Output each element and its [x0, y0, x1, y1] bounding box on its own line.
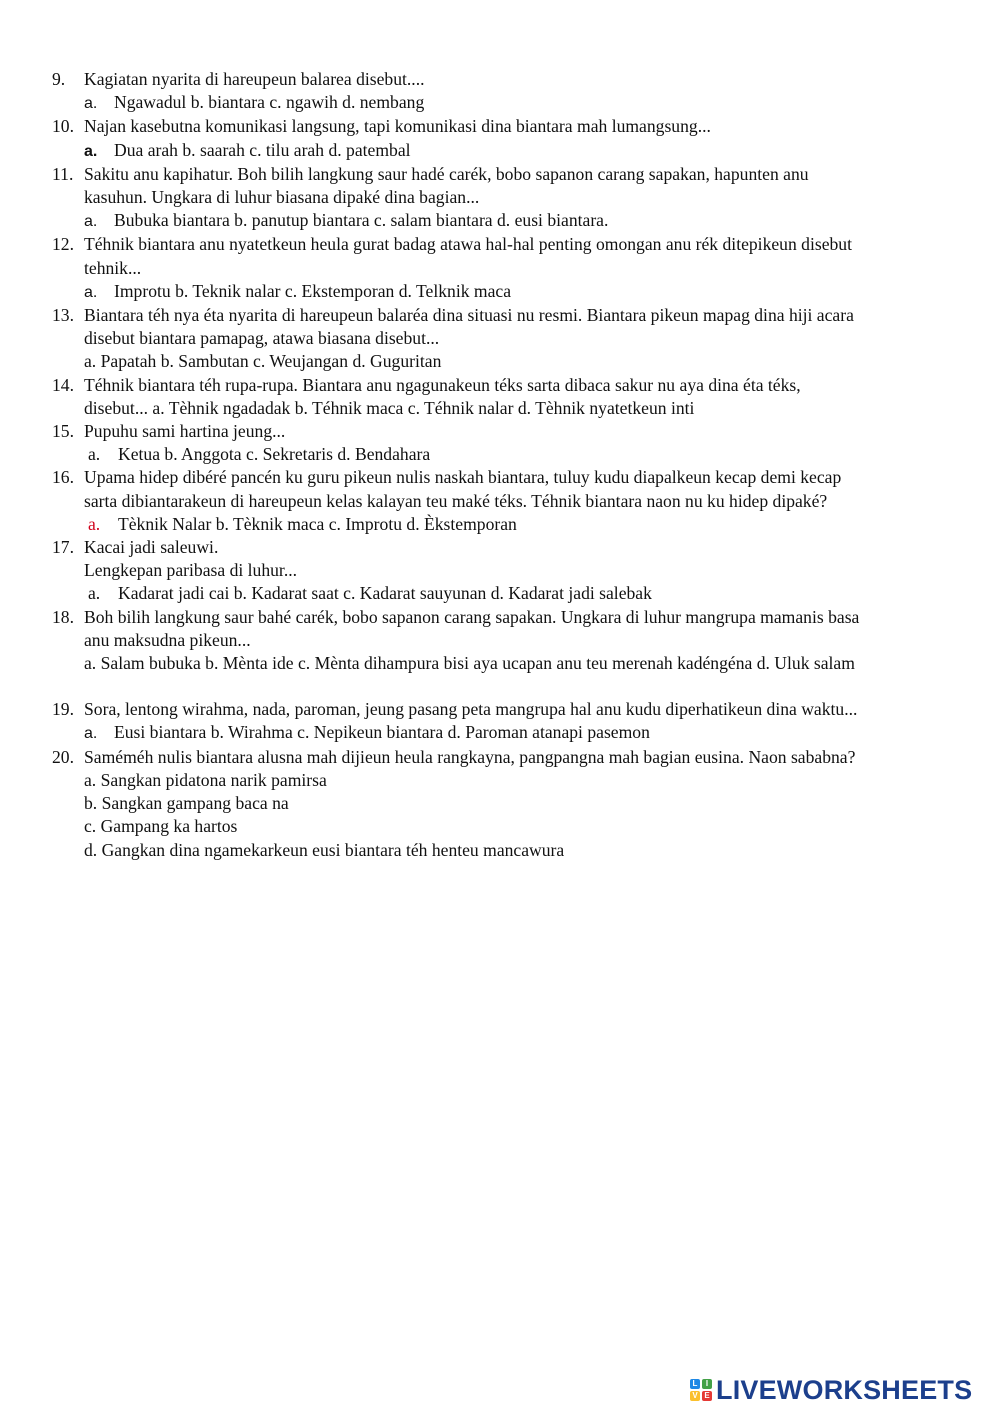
question-text: Sakitu anu kapihatur. Boh bilih langkung saur hadé carék, bobo sapanon carang sapakan, hapunten anu — [84, 163, 809, 184]
question-number: 13. — [52, 305, 74, 326]
option-text: Ketua b. Anggota c. Sekretaris d. Bendahara — [118, 444, 431, 465]
question-options — [84, 721, 982, 745]
question-options — [84, 280, 982, 304]
question-options — [84, 91, 982, 115]
question-19 — [52, 698, 982, 745]
logo-wordmark: LIVEWORKSHEETS — [716, 1374, 973, 1405]
question-text: anu maksudna pikeun... — [84, 629, 251, 650]
question-options — [84, 139, 982, 163]
question-text: Kacai jadi saleuwi. — [84, 537, 219, 558]
option-letter: a. — [84, 142, 98, 160]
option-a: a. Sangkan pidatona narik pamirsa — [84, 769, 327, 790]
option-text: Eusi biantara b. Wirahma c. Nepikeun biantara d. Paroman atanapi pasemon — [114, 722, 650, 743]
question-text: disebut... a. Tèhnik ngadadak b. Téhnik maca c. Téhnik nalar d. Tèhnik nyatetkeun inti — [84, 397, 695, 418]
option-b: b. Sangkan gampang baca na — [84, 793, 289, 814]
logo-mark-icon — [690, 1379, 712, 1401]
question-number: 19. — [52, 699, 74, 720]
question-text: Lengkepan paribasa di luhur... — [84, 560, 298, 581]
question-text: Kagiatan nyarita di hareupeun balarea disebut.... — [84, 69, 425, 89]
question-number: 10. — [52, 116, 74, 137]
question-text: disebut biantara pamapag, atawa biasana disebut... — [84, 328, 440, 349]
option-letter: a. — [88, 583, 101, 604]
option-text: Ngawadul b. biantara c. ngawih d. nembang — [114, 92, 425, 113]
question-options — [84, 513, 982, 536]
question-text: sarta dibiantarakeun di hareupeun kelas kalayan teu maké téks. Téhnik biantara naon nu ku hidep dipaké? — [84, 490, 828, 511]
option-text: Tèknik Nalar b. Tèknik maca c. Improtu d. Èkstemporan — [118, 513, 517, 534]
option-text: Improtu b. Teknik nalar c. Ekstemporan d. Telknik maca — [114, 280, 512, 301]
question-13 — [52, 304, 982, 374]
question-number: 18. — [52, 606, 74, 627]
question-10 — [52, 115, 982, 162]
question-text: Biantara téh nya éta nyarita di hareupeun balaréa dina situasi nu resmi. Biantara pikeun mapag dina hiji acara — [84, 305, 854, 326]
question-options — [84, 582, 982, 605]
question-text: Téhnik biantara anu nyatetkeun heula gurat badag atawa hal-hal penting omongan anu rék ditepikeun disebut — [84, 234, 852, 255]
option-letter: a. — [84, 283, 98, 301]
option-text: Bubuka biantara b. panutup biantara c. salam biantara d. eusi biantara. — [114, 210, 609, 231]
question-number: 14. — [52, 374, 74, 395]
question-number: 17. — [52, 537, 74, 558]
question-number: 12. — [52, 234, 74, 255]
option-c: c. Gampang ka hartos — [84, 816, 238, 837]
question-number: 9. — [52, 69, 66, 89]
question-9 — [52, 68, 982, 115]
option-text: Dua arah b. saarah c. tilu arah d. patembal — [114, 139, 411, 160]
question-text: Saméméh nulis biantara alusna mah dijieun heula rangkayna, pangpangna mah bagian eusina. Naon sababna? — [84, 746, 856, 767]
option-text: Kadarat jadi cai b. Kadarat saat c. Kadarat sauyunan d. Kadarat jadi salebak — [118, 583, 652, 604]
logo-letter: E — [702, 1391, 712, 1401]
option-letter: a. — [84, 95, 98, 113]
option-letter: a. — [88, 513, 101, 534]
question-text: Pupuhu sami hartina jeung... — [84, 421, 286, 442]
question-17 — [52, 536, 982, 606]
question-options: a. Papatah b. Sambutan c. Weujangan d. Guguritan — [84, 351, 442, 372]
question-15 — [52, 420, 982, 466]
question-text: Boh bilih langkung saur bahé carék, bobo sapanon carang sapakan. Ungkara di luhur mangrupa mamanis basa — [84, 606, 860, 627]
question-text: tehnik... — [84, 257, 142, 278]
question-text: Sora, lentong wirahma, nada, paroman, jeung pasang peta mangrupa hal anu kudu diperhatikeun dina waktu... — [84, 699, 858, 720]
logo-letter: L — [690, 1379, 700, 1389]
question-text: Upama hidep dibéré pancén ku guru pikeun nulis naskah biantara, tuluy kudu diapalkeun kecap demi kecap — [84, 467, 842, 488]
question-16 — [52, 466, 982, 536]
question-18 — [52, 606, 982, 676]
worksheet-page — [52, 68, 982, 862]
option-d: d. Gangkan dina ngamekarkeun eusi biantara téh henteu mancawura — [84, 839, 565, 860]
question-text: Téhnik biantara téh rupa-rupa. Biantara anu ngagunakeun téks sarta dibaca sakur nu aya dina éta téks, — [84, 374, 801, 395]
liveworksheets-logo — [690, 1375, 972, 1405]
option-letter: a. — [88, 444, 101, 465]
question-options — [84, 443, 982, 466]
logo-letter: V — [690, 1391, 700, 1401]
option-letter: a. — [84, 725, 98, 743]
logo-letter: I — [702, 1379, 712, 1389]
question-options — [84, 209, 982, 233]
option-letter: a. — [84, 213, 98, 231]
question-20 — [52, 746, 982, 862]
question-12 — [52, 233, 982, 304]
question-11 — [52, 163, 982, 234]
question-number: 20. — [52, 746, 74, 767]
question-number: 15. — [52, 421, 74, 442]
question-text: kasuhun. Ungkara di luhur biasana dipaké dina bagian... — [84, 187, 480, 208]
question-text: Najan kasebutna komunikasi langsung, tapi komunikasi dina biantara mah lumangsung... — [84, 116, 711, 137]
question-14 — [52, 374, 982, 420]
question-options: a. Salam bubuka b. Mènta ide c. Mènta dihampura bisi aya ucapan anu teu merenah kadéngéna d. Uluk salam — [84, 653, 855, 674]
question-number: 11. — [52, 163, 74, 184]
blank-line — [52, 675, 982, 698]
question-number: 16. — [52, 467, 74, 488]
